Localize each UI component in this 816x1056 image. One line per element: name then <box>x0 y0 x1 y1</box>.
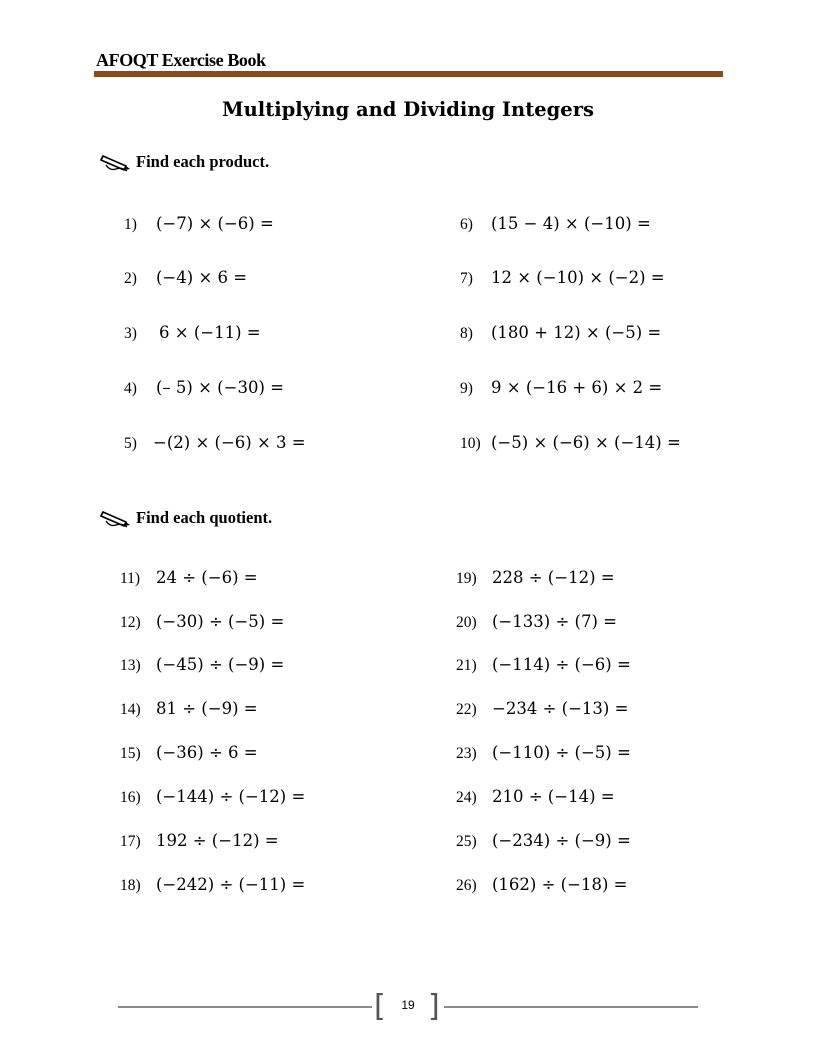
pencil-icon <box>100 507 132 529</box>
section-heading-quotients <box>100 506 272 530</box>
problem-number: 26) <box>456 877 477 894</box>
problem-17 <box>120 828 279 852</box>
page-number: 19 <box>401 998 415 1012</box>
problem-number: 5) <box>124 435 137 452</box>
problem-20 <box>456 609 617 633</box>
problem-expression: 192 ÷ (−12) = <box>156 831 279 850</box>
footer-bracket-left: [ <box>374 989 386 1024</box>
problem-number: 23) <box>456 745 477 762</box>
problem-number: 22) <box>456 701 477 718</box>
problem-expression: (−7) × (−6) = <box>156 214 274 233</box>
page-title: Multiplying and Dividing Integers <box>222 98 594 121</box>
section-heading-products <box>100 150 269 174</box>
problem-number: 4) <box>124 380 137 397</box>
problem-25 <box>456 828 631 852</box>
section-heading-label: Find each product. <box>136 152 270 171</box>
problem-22 <box>456 696 628 720</box>
book-title: AFOQT Exercise Book <box>96 50 266 70</box>
problem-expression: 9 × (−16 + 6) × 2 = <box>491 378 663 397</box>
problem-3 <box>124 320 261 344</box>
problem-18 <box>120 872 305 896</box>
problem-number: 11) <box>120 570 141 587</box>
problem-number: 25) <box>456 833 477 850</box>
problem-14 <box>120 696 258 720</box>
problem-expression: 81 ÷ (−9) = <box>156 699 258 718</box>
problem-number: 6) <box>460 216 473 233</box>
problem-5 <box>124 430 306 454</box>
problem-number: 1) <box>124 216 137 233</box>
header-rule <box>94 71 723 77</box>
problem-15 <box>120 740 258 764</box>
problem-19 <box>456 565 615 589</box>
problem-expression: (15 − 4) × (−10) = <box>491 214 651 233</box>
problem-8 <box>460 320 661 344</box>
problem-expression: (−4) × 6 = <box>156 268 248 287</box>
problem-expression: (−110) ÷ (−5) = <box>492 743 631 762</box>
problem-expression: (162) ÷ (−18) = <box>492 875 628 894</box>
problem-expression: (−144) ÷ (−12) = <box>156 787 306 806</box>
problem-expression: (– 5) × (−30) = <box>156 378 284 397</box>
problem-24 <box>456 784 615 808</box>
problem-number: 10) <box>460 435 481 452</box>
problem-12 <box>120 609 284 633</box>
problem-26 <box>456 872 627 896</box>
problem-number: 2) <box>124 270 137 287</box>
problem-number: 15) <box>120 745 141 762</box>
problem-number: 13) <box>120 657 141 674</box>
problem-expression: 210 ÷ (−14) = <box>492 787 615 806</box>
problem-expression: (−45) ÷ (−9) = <box>156 655 285 674</box>
problem-10 <box>460 430 681 454</box>
problem-expression: 12 × (−10) × (−2) = <box>491 268 665 287</box>
problem-2 <box>124 265 247 289</box>
problem-6 <box>460 211 651 235</box>
problem-expression: (−133) ÷ (7) = <box>492 612 617 631</box>
problem-number: 9) <box>460 380 473 397</box>
footer-rule-left <box>118 1006 372 1008</box>
problem-number: 14) <box>120 701 141 718</box>
section-heading-label: Find each quotient. <box>136 508 273 527</box>
footer-rule-right <box>444 1006 698 1008</box>
problem-expression: (−234) ÷ (−9) = <box>492 831 631 850</box>
footer-bracket-right: ] <box>428 989 440 1024</box>
problem-number: 12) <box>120 614 141 631</box>
problem-expression: 228 ÷ (−12) = <box>492 568 615 587</box>
problem-expression: (−30) ÷ (−5) = <box>156 612 285 631</box>
problem-expression: (−5) × (−6) × (−14) = <box>491 433 681 452</box>
problem-number: 20) <box>456 614 477 631</box>
problem-number: 19) <box>456 570 477 587</box>
problem-expression: 6 × (−11) = <box>159 323 261 342</box>
problem-9 <box>460 375 662 399</box>
problem-expression: −234 ÷ (−13) = <box>492 699 629 718</box>
problem-number: 3) <box>124 325 137 342</box>
problem-expression: 24 ÷ (−6) = <box>156 568 258 587</box>
problem-number: 21) <box>456 657 477 674</box>
problem-7 <box>460 265 665 289</box>
problem-number: 17) <box>120 833 141 850</box>
problem-expression: (−36) ÷ 6 = <box>156 743 258 762</box>
problem-number: 24) <box>456 789 477 806</box>
problem-13 <box>120 652 284 676</box>
problem-number: 18) <box>120 877 141 894</box>
problem-expression: (−114) ÷ (−6) = <box>492 655 631 674</box>
problem-1 <box>124 211 274 235</box>
pencil-icon <box>100 151 132 173</box>
problem-11 <box>120 565 258 589</box>
problem-23 <box>456 740 631 764</box>
problem-number: 7) <box>460 270 473 287</box>
problem-number: 8) <box>460 325 473 342</box>
problem-expression: −(2) × (−6) × 3 = <box>153 433 306 452</box>
problem-21 <box>456 652 631 676</box>
problem-16 <box>120 784 305 808</box>
problem-4 <box>124 375 284 399</box>
problem-expression: (−242) ÷ (−11) = <box>156 875 306 894</box>
problem-number: 16) <box>120 789 141 806</box>
problem-expression: (180 + 12) × (−5) = <box>491 323 662 342</box>
